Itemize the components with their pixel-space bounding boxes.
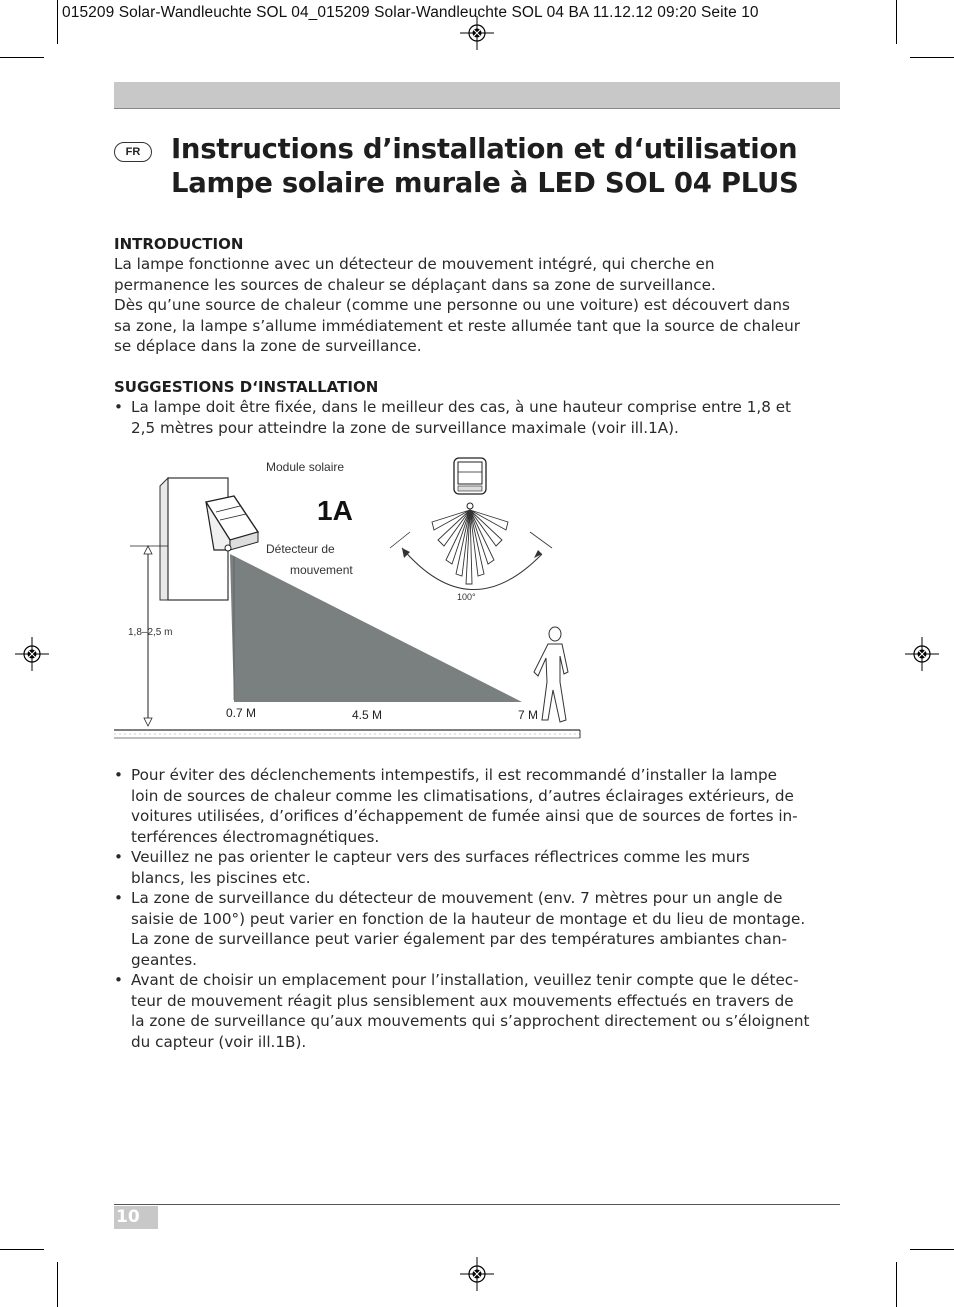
text-line: La lampe doit être fixée, dans le meilleur des cas, à une hauteur comprise entre 1,8 et — [131, 398, 791, 416]
text-line: Avant de choisir un emplacement pour l’installation, veuillez tenir compte que le détec- — [131, 971, 799, 989]
list-item-continuation — [114, 950, 844, 971]
list-item-continuation — [114, 806, 844, 827]
print-header: 015209 Solar-Wandleuchte SOL 04_015209 Solar-Wandleuchte SOL 04 BA 11.12.12 09:20 Seite 10 — [62, 4, 759, 21]
text-line: La zone de surveillance du détecteur de mouvement (env. 7 mètres pour un angle de — [131, 889, 783, 907]
text-line: du capteur (voir ill.1B). — [131, 1032, 307, 1051]
arrow-down-icon — [144, 718, 152, 726]
page-title — [171, 132, 799, 200]
text-line: teur de mouvement réagit plus sensiblement aux mouvements effectués en travers de — [131, 991, 794, 1010]
crop-mark — [910, 57, 954, 58]
sensor-beams — [432, 510, 508, 584]
list-item-continuation — [114, 909, 844, 930]
registration-mark-icon — [460, 16, 494, 50]
list-item — [114, 765, 844, 786]
crop-mark — [0, 57, 44, 58]
bullet-icon: • — [114, 766, 123, 784]
text-line: la zone de surveillance qu’aux mouvements qui s’approchent directement ou s’éloignent — [131, 1012, 810, 1030]
crop-mark — [57, 0, 58, 44]
language-badge: FR — [114, 142, 152, 162]
crop-mark — [896, 1262, 897, 1307]
text-line: loin de sources de chaleur comme les climatisations, d’autres éclairages extérieurs, de — [131, 786, 794, 805]
list-item-continuation — [114, 991, 844, 1012]
text-line: blancs, les piscines etc. — [131, 868, 311, 887]
bullet-icon: • — [114, 848, 123, 866]
detector-label-line-2: mouvement — [290, 563, 353, 577]
list-item-continuation — [114, 827, 844, 848]
detector-lens — [225, 545, 231, 551]
text-line: permanence les sources de chaleur se déplaçant dans sa zone de surveillance. — [114, 275, 716, 294]
module-solaire-label: Module solaire — [266, 460, 345, 474]
text-line: Pour éviter des déclenchements intempestifs, il est recommandé d’installer la lampe — [131, 766, 778, 784]
footer-rule — [114, 1204, 840, 1205]
list-item — [114, 397, 844, 418]
text-line: La lampe fonctionne avec un détecteur de mouvement intégré, qui cherche en — [114, 255, 715, 273]
text-line: Veuillez ne pas orienter le capteur vers des surfaces réflectrices comme les murs — [131, 848, 750, 866]
height-label: 1,8–2,5 m — [128, 627, 173, 638]
distance-far-label: 7 M — [518, 708, 539, 722]
figure-1a — [110, 450, 590, 750]
wall-side — [160, 478, 168, 600]
list-item — [114, 888, 844, 909]
header-bar — [114, 82, 840, 109]
arrow-up-icon — [144, 546, 152, 554]
suggestions-heading: SUGGESTIONS D‘INSTALLATION — [114, 378, 379, 396]
text-line: voitures utilisées, d’orifices d’échappement de fumée ainsi que de sources de fortes in- — [131, 807, 798, 825]
title-line-1: Instructions d’installation et d‘utilisation — [171, 133, 798, 165]
text-line: se déplace dans la zone de surveillance. — [114, 337, 422, 355]
text-line: geantes. — [131, 950, 197, 969]
text-line: saisie de 100°) peut varier en fonction de la hauteur de montage et du lieu de montage. — [131, 909, 806, 928]
detector-label-line-1: Détecteur de — [266, 542, 335, 556]
crop-mark — [910, 1249, 954, 1250]
registration-mark-icon — [15, 637, 49, 671]
page-number: 10 — [114, 1206, 158, 1229]
bullet-icon: • — [114, 889, 123, 907]
figure-id-label: 1A — [317, 495, 353, 526]
introduction-paragraph — [114, 254, 844, 357]
bullet-icon: • — [114, 398, 123, 416]
text-line: sa zone, la lampe s’allume immédiatement et reste allumée tant que la source de chaleur — [114, 316, 801, 335]
arrow-right-icon — [534, 550, 542, 558]
person-icon — [534, 627, 568, 722]
list-item — [114, 847, 844, 868]
arrow-left-icon — [402, 548, 410, 558]
text-line: terférences électromagnétiques. — [131, 827, 380, 846]
bullet-icon: • — [114, 971, 123, 989]
text-line: 2,5 mètres pour atteindre la zone de surveillance maximale (voir ill.1A). — [131, 418, 679, 437]
list-item-continuation — [114, 868, 844, 889]
crop-mark — [57, 1262, 58, 1307]
list-item-continuation — [114, 929, 844, 950]
introduction-heading: INTRODUCTION — [114, 235, 244, 253]
list-item-continuation — [114, 1032, 844, 1053]
angle-label: 100° — [457, 592, 476, 602]
list-item-continuation — [114, 786, 844, 807]
registration-mark-icon — [905, 637, 939, 671]
crop-mark — [896, 0, 897, 44]
bullet-list-top — [114, 397, 844, 438]
registration-mark-icon — [460, 1257, 494, 1291]
text-line: Dès qu’une source de chaleur (comme une personne ou une voiture) est découvert dans — [114, 296, 790, 314]
angle-leader — [390, 532, 410, 548]
distance-near-label: 0.7 M — [226, 706, 257, 720]
angle-leader — [530, 532, 552, 548]
bullet-list-bottom — [114, 765, 844, 1052]
title-line-2: Lampe solaire murale à LED SOL 04 PLUS — [171, 167, 799, 199]
list-item-continuation — [114, 1011, 844, 1032]
text-line: La zone de surveillance peut varier également par des températures ambiantes chan- — [131, 930, 787, 948]
list-item-continuation — [114, 418, 844, 439]
sensor-top-view — [454, 458, 486, 509]
list-item — [114, 970, 844, 991]
crop-mark — [0, 1249, 44, 1250]
distance-mid-label: 4.5 M — [352, 708, 383, 722]
